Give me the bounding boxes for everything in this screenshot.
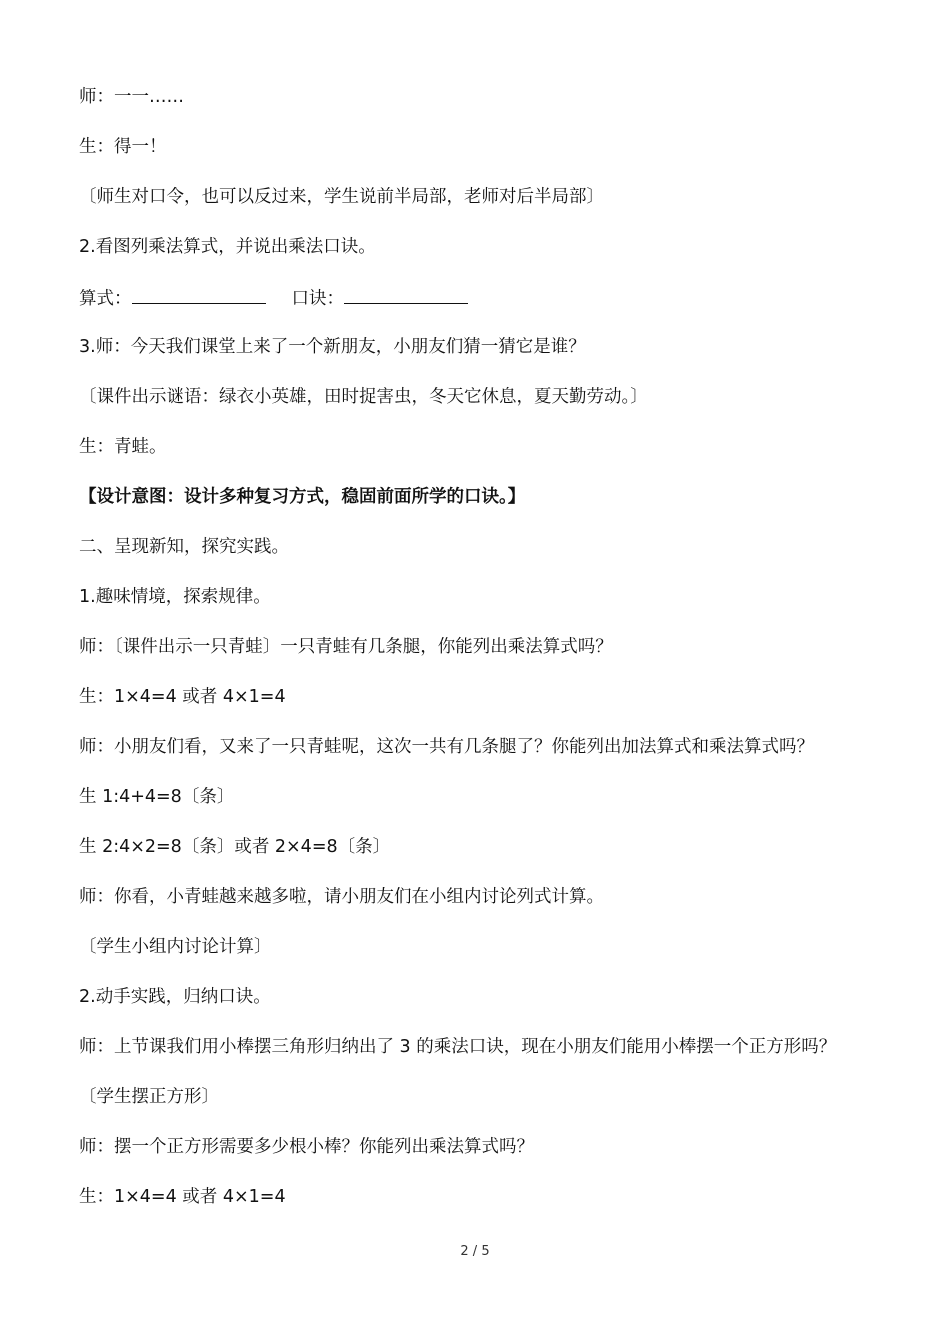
subsection-heading: 1.趣味情境，探索规律。 (79, 587, 271, 607)
rhyme-blank (344, 285, 468, 304)
text-line: 生：得一！ (79, 137, 167, 157)
text-line: 生 2:4×2=8〔条〕或者 2×4=8〔条〕 (79, 837, 391, 857)
subsection-heading: 2.动手实践，归纳口诀。 (79, 987, 271, 1007)
text-line: 师：摆一个正方形需要多少根小棒？你能列出乘法算式吗？ (79, 1137, 534, 1157)
text-line: 师：小朋友们看，又来了一只青蛙呢，这次一共有几条腿了？你能列出加法算式和乘法算式吗？ (79, 737, 814, 757)
rhyme-label: 口诀： (291, 289, 344, 309)
formula-label: 算式： (79, 289, 132, 309)
text-line: 〔师生对口令，也可以反过来，学生说前半局部，老师对后半局部〕 (79, 187, 604, 207)
text-line: 生：1×4=4 或者 4×1=4 (79, 1187, 286, 1207)
text-line: 生：1×4=4 或者 4×1=4 (79, 687, 286, 707)
formula-blank (132, 285, 266, 304)
text-line: 3.师：今天我们课堂上来了一个新朋友，小朋友们猜一猜它是谁？ (79, 337, 586, 357)
text-line: 生 1:4+4=8〔条〕 (79, 787, 235, 807)
text-line: 师：一一…… (79, 87, 184, 107)
text-line: 〔课件出示谜语：绿衣小英雄，田时捉害虫，冬天它休息，夏天勤劳动。〕 (79, 387, 648, 407)
fill-in-line (79, 285, 468, 311)
text-line: 生：青蛙。 (79, 437, 167, 457)
page-number: 2 / 5 (460, 1244, 490, 1259)
section-heading: 二、呈现新知，探究实践。 (79, 537, 289, 557)
text-line: 2.看图列乘法算式，并说出乘法口诀。 (79, 237, 376, 257)
text-line: 师：〔课件出示一只青蛙〕一只青蛙有几条腿，你能列出乘法算式吗？ (79, 637, 613, 657)
text-line: 师：你看，小青蛙越来越多啦，请小朋友们在小组内讨论列式计算。 (79, 887, 604, 907)
design-intent-note: 【设计意图：设计多种复习方式，稳固前面所学的口诀。】 (79, 487, 526, 507)
text-line: 〔学生摆正方形〕 (79, 1087, 219, 1107)
text-line: 师：上节课我们用小棒摆三角形归纳出了 3 的乘法口诀，现在小朋友们能用小棒摆一个正方形吗？ (79, 1037, 837, 1057)
text-line: 〔学生小组内讨论计算〕 (79, 937, 272, 957)
